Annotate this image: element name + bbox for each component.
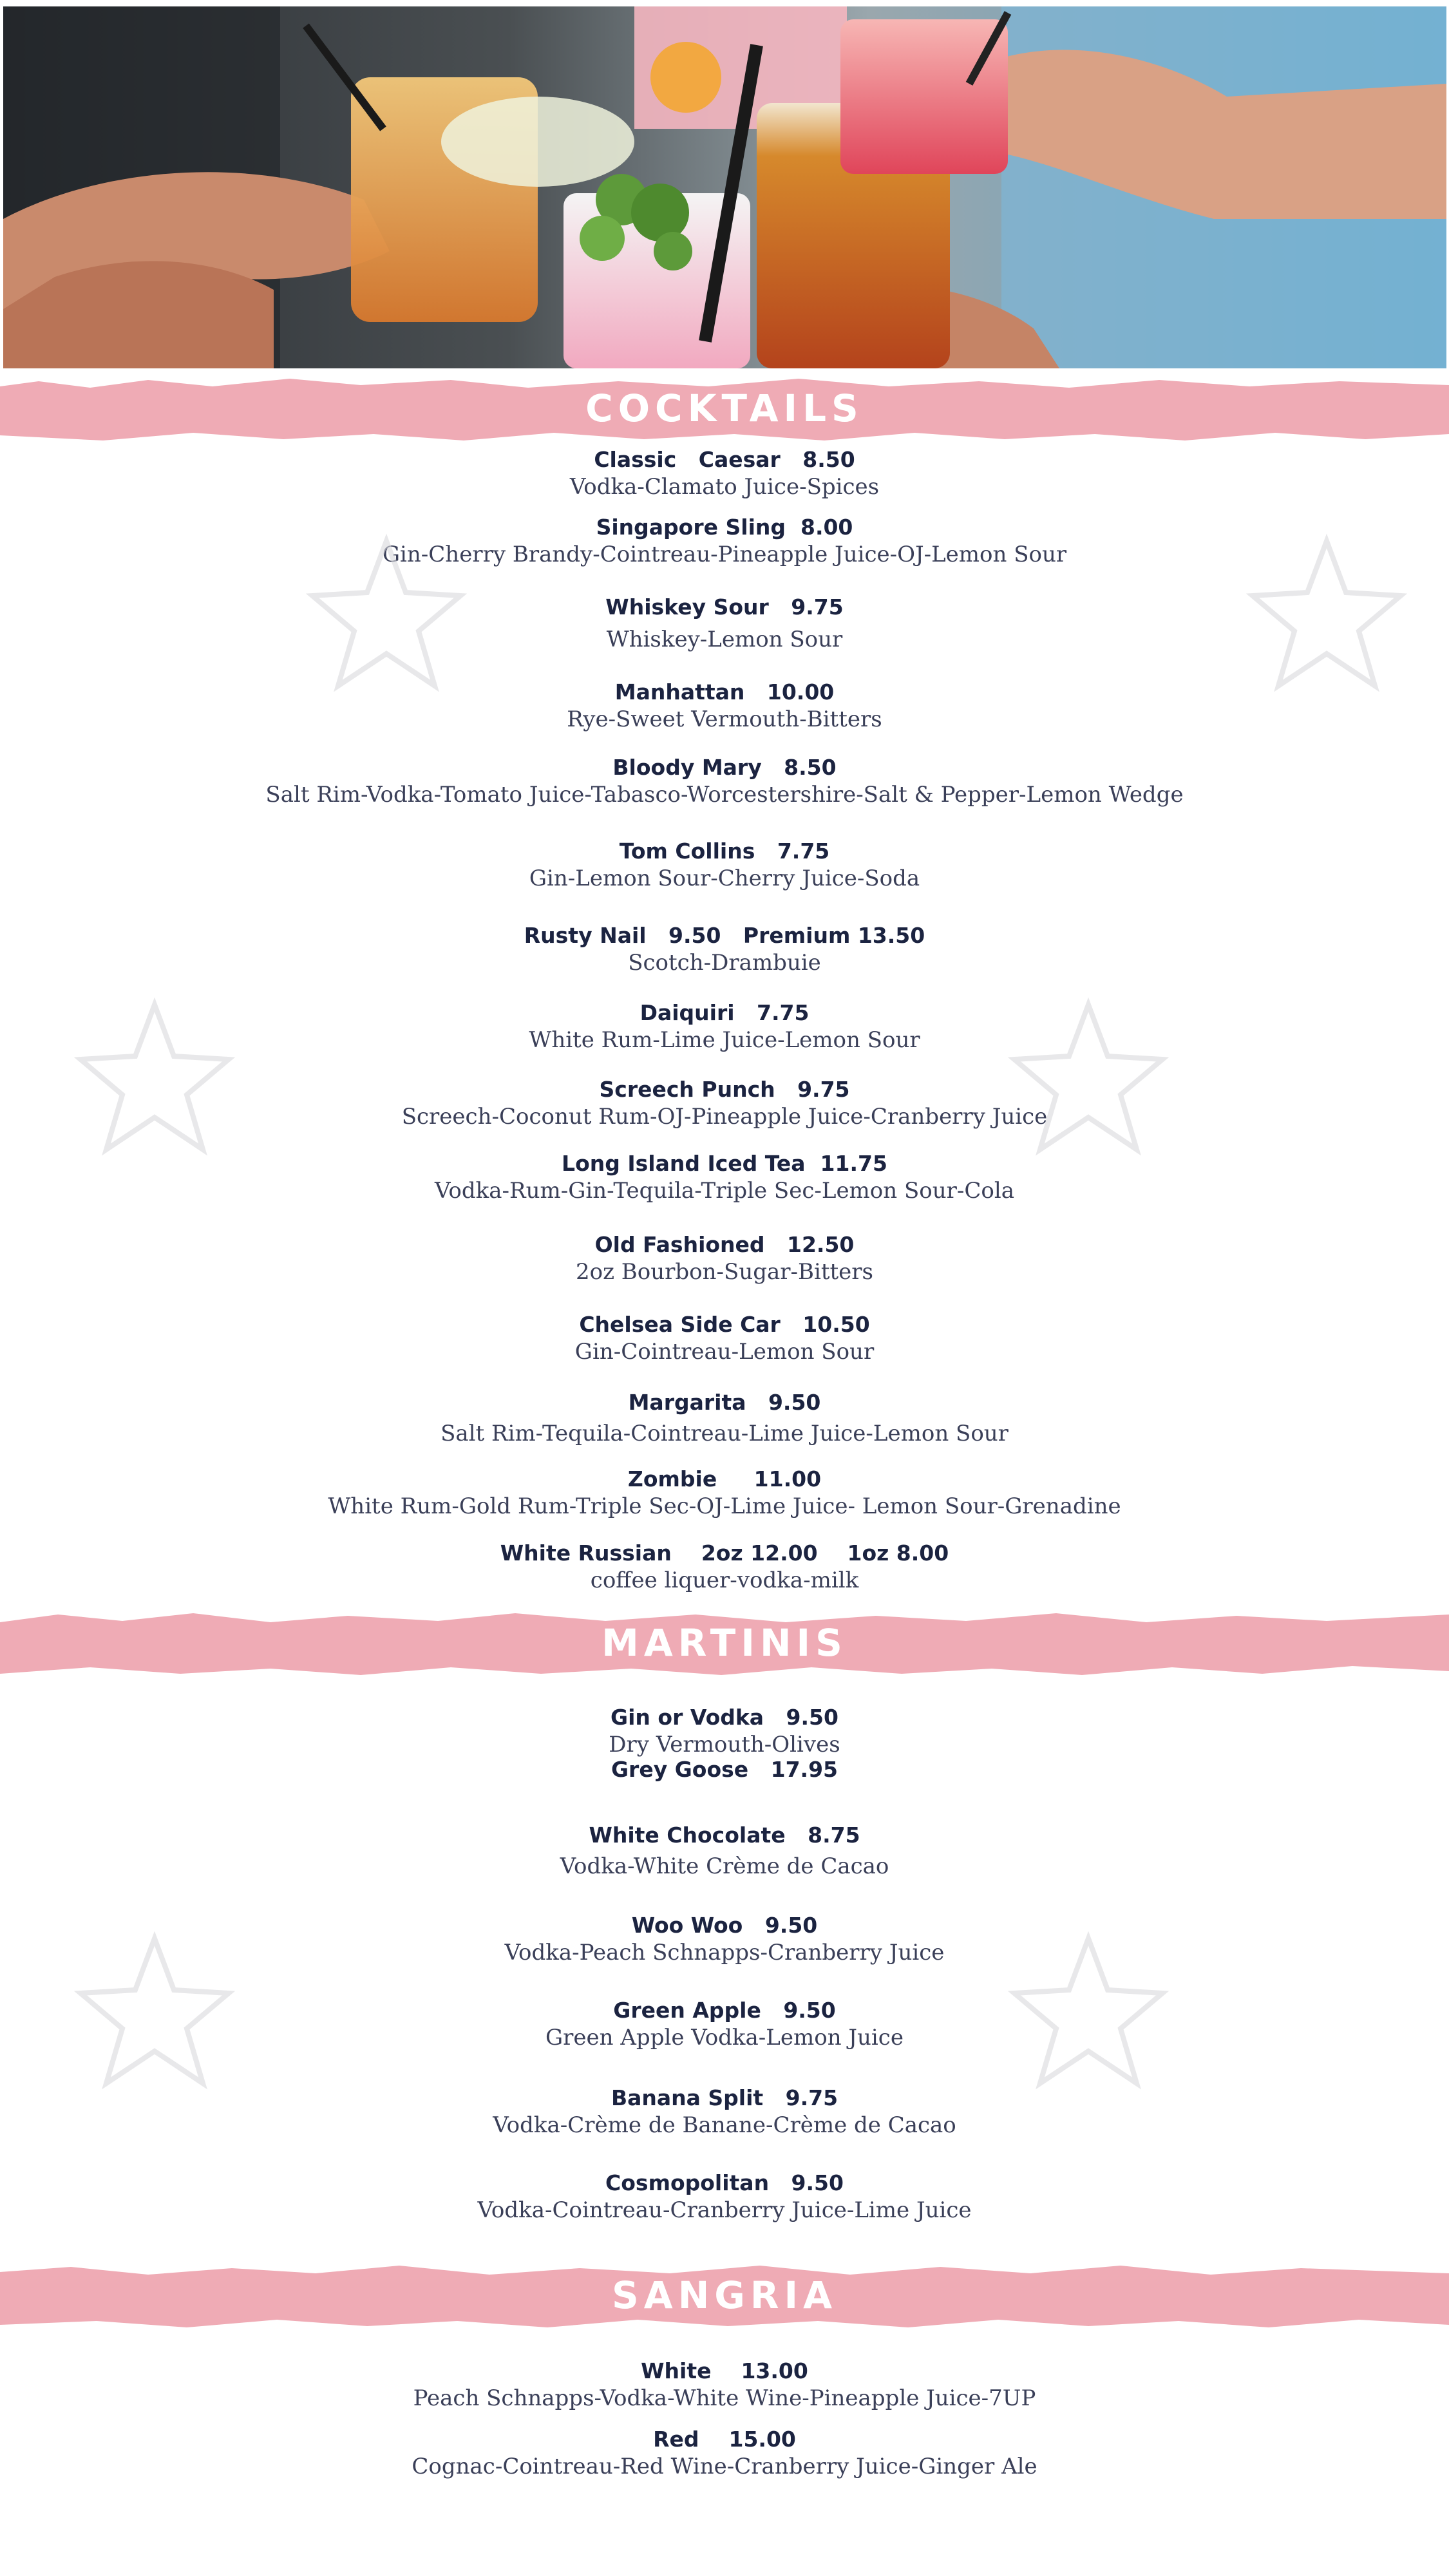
item-description: Peach Schnapps-Vodka-White Wine-Pineapple Juice-7UP (413, 2385, 1036, 2411)
menu-item (0, 1000, 1449, 1054)
menu-item (0, 755, 1449, 809)
item-description: Gin-Lemon Sour-Cherry Juice-Soda (529, 866, 920, 891)
item-description: White Rum-Gold Rum-Triple Sec-OJ-Lime Juice- Lemon Sour-Grenadine (328, 1493, 1121, 1519)
item-description: Rye-Sweet Vermouth-Bitters (567, 706, 882, 732)
item-description: Salt Rim-Vodka-Tomato Juice-Tabasco-Worcestershire-Salt & Pepper-Lemon Wedge (265, 782, 1184, 808)
menu-item (0, 2170, 1449, 2224)
item-name: Manhattan 10.00 (614, 679, 835, 705)
menu-item (0, 1312, 1449, 1366)
item-name: Gin or Vodka 9.50 (611, 1705, 838, 1730)
item-name: Margarita 9.50 (628, 1390, 821, 1415)
item-description: Vodka-Cointreau-Cranberry Juice-Lime Juice (477, 2197, 972, 2223)
item-description: Vodka-Crème de Banane-Crème de Cacao (493, 2112, 956, 2138)
item-name: White Chocolate 8.75 (589, 1823, 860, 1848)
item-name: Banana Split 9.75 (611, 2085, 838, 2110)
item-description: Whiskey-Lemon Sour (606, 627, 843, 652)
menu-item (0, 1823, 1449, 1880)
item-description: Scotch-Drambuie (628, 950, 821, 976)
menu-item (0, 1757, 1449, 1783)
item-description: Salt Rim-Tequila-Cointreau-Lime Juice-Lemon Sour (440, 1421, 1009, 1446)
item-name: Red 15.00 (653, 2427, 796, 2452)
item-description: Vodka-Rum-Gin-Tequila-Triple Sec-Lemon Sour-Cola (434, 1178, 1015, 1204)
item-name: Classic Caesar 8.50 (594, 447, 855, 472)
item-name: Whiskey Sour 9.75 (605, 594, 844, 620)
menu-item (0, 515, 1449, 569)
item-name: Zombie 11.00 (627, 1466, 822, 1492)
item-name: Tom Collins 7.75 (619, 838, 830, 864)
item-name: Green Apple 9.50 (613, 1998, 836, 2023)
section-banner-martinis (0, 1613, 1449, 1675)
item-description: Vodka-Clamato Juice-Spices (569, 474, 880, 500)
item-name: Bloody Mary 8.50 (612, 755, 837, 780)
item-description: Gin-Cointreau-Lemon Sour (574, 1339, 875, 1365)
menu-item (0, 1151, 1449, 1205)
menu-item (0, 2085, 1449, 2139)
menu-item (0, 1998, 1449, 2052)
item-name: White Russian 2oz 12.00 1oz 8.00 (500, 1540, 949, 1566)
item-name: Rusty Nail 9.50 Premium 13.50 (524, 923, 925, 948)
menu-item (0, 1466, 1449, 1520)
item-name: Woo Woo 9.50 (631, 1913, 818, 1938)
item-description: White Rum-Lime Juice-Lemon Sour (529, 1027, 920, 1053)
menu-item (0, 838, 1449, 893)
menu-item (0, 679, 1449, 734)
menu-item (0, 2358, 1449, 2412)
cocktail-toast-photo (3, 6, 1446, 368)
menu-item (0, 594, 1449, 654)
item-name: Singapore Sling 8.00 (596, 515, 853, 540)
menu-item (0, 1390, 1449, 1448)
item-description: coffee liquer-vodka-milk (590, 1567, 859, 1593)
item-description: Gin-Cherry Brandy-Cointreau-Pineapple Juice-OJ-Lemon Sour (382, 542, 1067, 567)
item-description: Cognac-Cointreau-Red Wine-Cranberry Juice-Ginger Ale (412, 2454, 1037, 2479)
menu-item (0, 1913, 1449, 1967)
item-name: Chelsea Side Car 10.50 (579, 1312, 870, 1337)
item-description: Green Apple Vodka-Lemon Juice (545, 2025, 904, 2050)
menu-item (0, 1077, 1449, 1131)
section-title-martinis: MARTINIS (601, 1621, 848, 1665)
menu-item (0, 1232, 1449, 1286)
item-name: Screech Punch 9.75 (599, 1077, 850, 1102)
item-name: Old Fashioned 12.50 (594, 1232, 855, 1257)
item-name: Daiquiri 7.75 (639, 1000, 810, 1025)
item-name: Long Island Iced Tea 11.75 (562, 1151, 887, 1176)
item-description: Dry Vermouth-Olives (609, 1732, 840, 1757)
item-name: Cosmopolitan 9.50 (605, 2170, 844, 2195)
hero-photo (3, 6, 1446, 368)
section-title-sangria: SANGRIA (612, 2273, 837, 2317)
menu-item (0, 447, 1449, 501)
menu-item (0, 2427, 1449, 2481)
section-banner-cocktails (0, 379, 1449, 440)
menu-item (0, 1540, 1449, 1595)
item-description: 2oz Bourbon-Sugar-Bitters (575, 1259, 874, 1285)
item-description: Screech-Coconut Rum-OJ-Pineapple Juice-Cranberry Juice (401, 1104, 1048, 1130)
item-description: Vodka-Peach Schnapps-Cranberry Juice (504, 1940, 945, 1965)
item-name: White 13.00 (641, 2358, 808, 2383)
section-banner-sangria (0, 2266, 1449, 2327)
section-title-cocktails: COCKTAILS (585, 386, 864, 430)
menu-item (0, 1705, 1449, 1759)
item-name: Grey Goose 17.95 (611, 1757, 838, 1782)
item-description: Vodka-White Crème de Cacao (560, 1853, 889, 1879)
menu-item (0, 923, 1449, 977)
